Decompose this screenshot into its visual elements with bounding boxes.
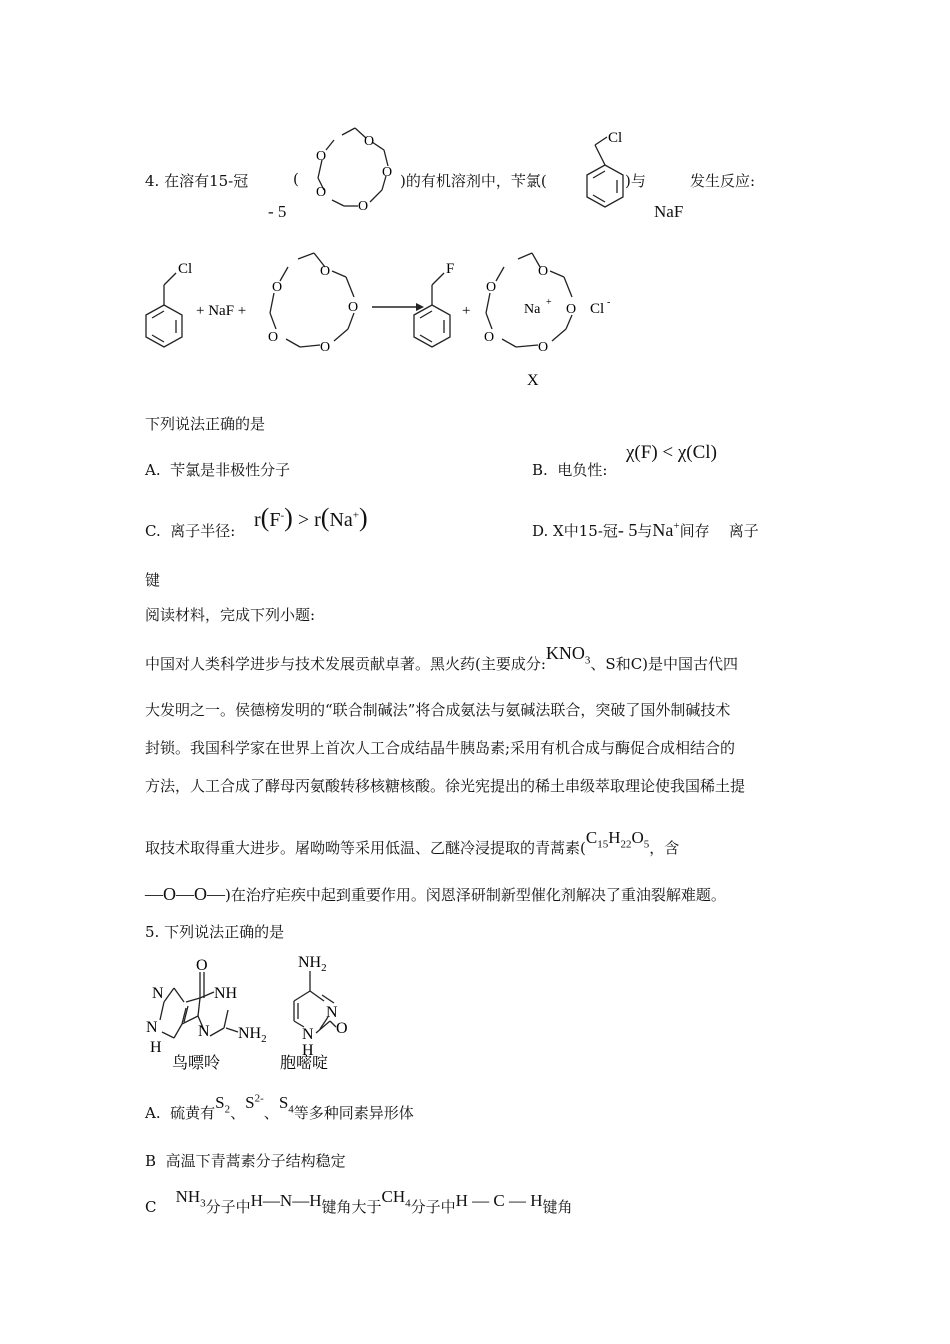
plus-sign: + <box>462 303 471 319</box>
o-atom: O <box>272 280 283 295</box>
o-atom: O <box>538 340 549 355</box>
option-letter: B. <box>532 461 548 479</box>
crown-ether-small-structure <box>300 120 410 230</box>
option-text: 电负性: <box>557 461 608 479</box>
o-atom: O <box>320 340 331 355</box>
n-atom: N <box>146 1019 158 1036</box>
h-atom: H <box>302 1042 314 1059</box>
chloride-ion: Cl <box>590 301 605 317</box>
guanine-structure <box>138 950 278 1080</box>
o-atom: O <box>484 330 495 345</box>
o-atom: O <box>566 302 577 317</box>
q4-stem-b: )的有机溶剂中，苄氯( <box>400 172 547 190</box>
n-atom: N <box>198 1023 210 1040</box>
o-atom: O <box>336 1020 348 1037</box>
product-x-label: X <box>527 372 539 389</box>
q4-crown-suffix: - 5 <box>268 202 287 221</box>
q4-option-a[interactable] <box>145 459 290 480</box>
option-text: 离子半径: <box>170 522 236 540</box>
h-atom: H <box>150 1039 162 1056</box>
q5-option-a[interactable]: A. 硫黄有$S_2$、$S^{2-}$、$S_4$等多种同素异形体 <box>145 1092 414 1122</box>
passage-line-6: —O—O—)在治疗疟疾中起到重要作用。闵恩泽研制新型催化剂解决了重油裂解难题。 <box>145 884 726 904</box>
o-atom: O <box>316 185 327 200</box>
cytosine-structure <box>278 945 388 1080</box>
option-letter: C <box>145 1198 157 1216</box>
plus-naf-plus: + NaF + <box>196 303 247 319</box>
n-atom: N <box>152 985 164 1002</box>
o-atom: O <box>196 957 208 974</box>
q4-option-c-formula: r(F-) > r(Na+) <box>254 503 368 532</box>
q4-stem-a: 4. 在溶有15-冠 <box>145 172 249 190</box>
o-atom: O <box>382 165 393 180</box>
o-atom: O <box>538 264 549 279</box>
cytosine-name: 胞嘧啶 <box>280 1055 329 1072</box>
nh-group: NH <box>214 985 238 1002</box>
guanine-name: 鸟嘌呤 <box>172 1055 221 1072</box>
q5-option-c[interactable]: C $NH_3$分子中H—N—H键角大于$CH_4$分子中H — C — H键角 <box>145 1187 573 1216</box>
nh2-group: $NH_2$ <box>298 954 327 974</box>
passage-intro: 阅读材料，完成下列小题: <box>145 606 316 624</box>
sodium-charge: + <box>546 297 552 308</box>
nh2-group: $NH_2$ <box>238 1025 267 1045</box>
o-atom: O <box>486 280 497 295</box>
o-atom: O <box>348 300 359 315</box>
option-letter: B <box>145 1152 157 1170</box>
passage-line-1: 中国对人类科学进步与技术发展贡献卓著。黑火药(主要成分$:KNO_3$、S和C)是中国古代四 <box>145 643 739 673</box>
o-atom: O <box>320 264 331 279</box>
chlorine-atom: Cl <box>178 261 193 277</box>
passage-line-4: 方法，人工合成了酵母丙氨酸转移核糖核酸。徐光宪提出的稀土串级萃取理论使我国稀土提 <box>145 777 746 795</box>
q5-stem: 5. 下列说法正确的是 <box>145 923 285 941</box>
reaction-scheme <box>140 245 620 395</box>
q4-option-d[interactable]: D. X中15-冠- 5与Na+间存 离子 <box>532 520 759 540</box>
option-letter: A. <box>145 461 161 479</box>
passage-line-3: 封锁。我国科学家在世界上首次人工合成结晶牛胰岛素;采用有机合成与酶促合成相结合的 <box>145 739 736 757</box>
o-atom: O <box>358 199 369 214</box>
q4-prompt: 下列说法正确的是 <box>145 415 266 433</box>
sodium-ion: Na <box>524 302 541 317</box>
q5-option-b[interactable] <box>145 1150 346 1171</box>
option-letter: C. <box>145 522 161 540</box>
q4-naf: NaF <box>654 202 684 221</box>
passage-line-2: 大发明之一。侯德榜发明的“联合制碱法”将合成氨法与氨碱法联合，突破了国外制碱技术 <box>145 701 731 719</box>
q4-option-d-wrap: 键 <box>145 571 161 589</box>
q4-stem-c: )与 <box>625 172 646 190</box>
chlorine-atom: Cl <box>608 130 623 146</box>
q4-stem-d: 发生反应: <box>690 172 756 190</box>
q4-option-c[interactable] <box>145 520 235 541</box>
o-atom: O <box>364 134 375 149</box>
option-letter: A. <box>145 1104 161 1122</box>
q4-option-b-formula: χ(F) < χ(Cl) <box>626 442 717 463</box>
o-atom: O <box>268 330 279 345</box>
q4-paren-open: ( <box>293 170 299 188</box>
o-atom: O <box>316 149 327 164</box>
option-text: 高温下青蒿素分子结构稳定 <box>165 1152 346 1170</box>
option-letter: D. <box>532 522 549 540</box>
option-text: 苄氯是非极性分子 <box>170 461 291 479</box>
n-atom: N <box>302 1026 314 1043</box>
chloride-charge: - <box>607 297 611 308</box>
q4-option-b[interactable] <box>532 459 607 480</box>
n-atom: N <box>326 1004 338 1021</box>
passage-line-5: 取技术取得重大进步。屠呦呦等采用低温、乙醚冷浸提取的青蒿素($C_{15}H_{22}O_5$，含 <box>145 828 680 857</box>
fluorine-atom: F <box>446 261 455 277</box>
